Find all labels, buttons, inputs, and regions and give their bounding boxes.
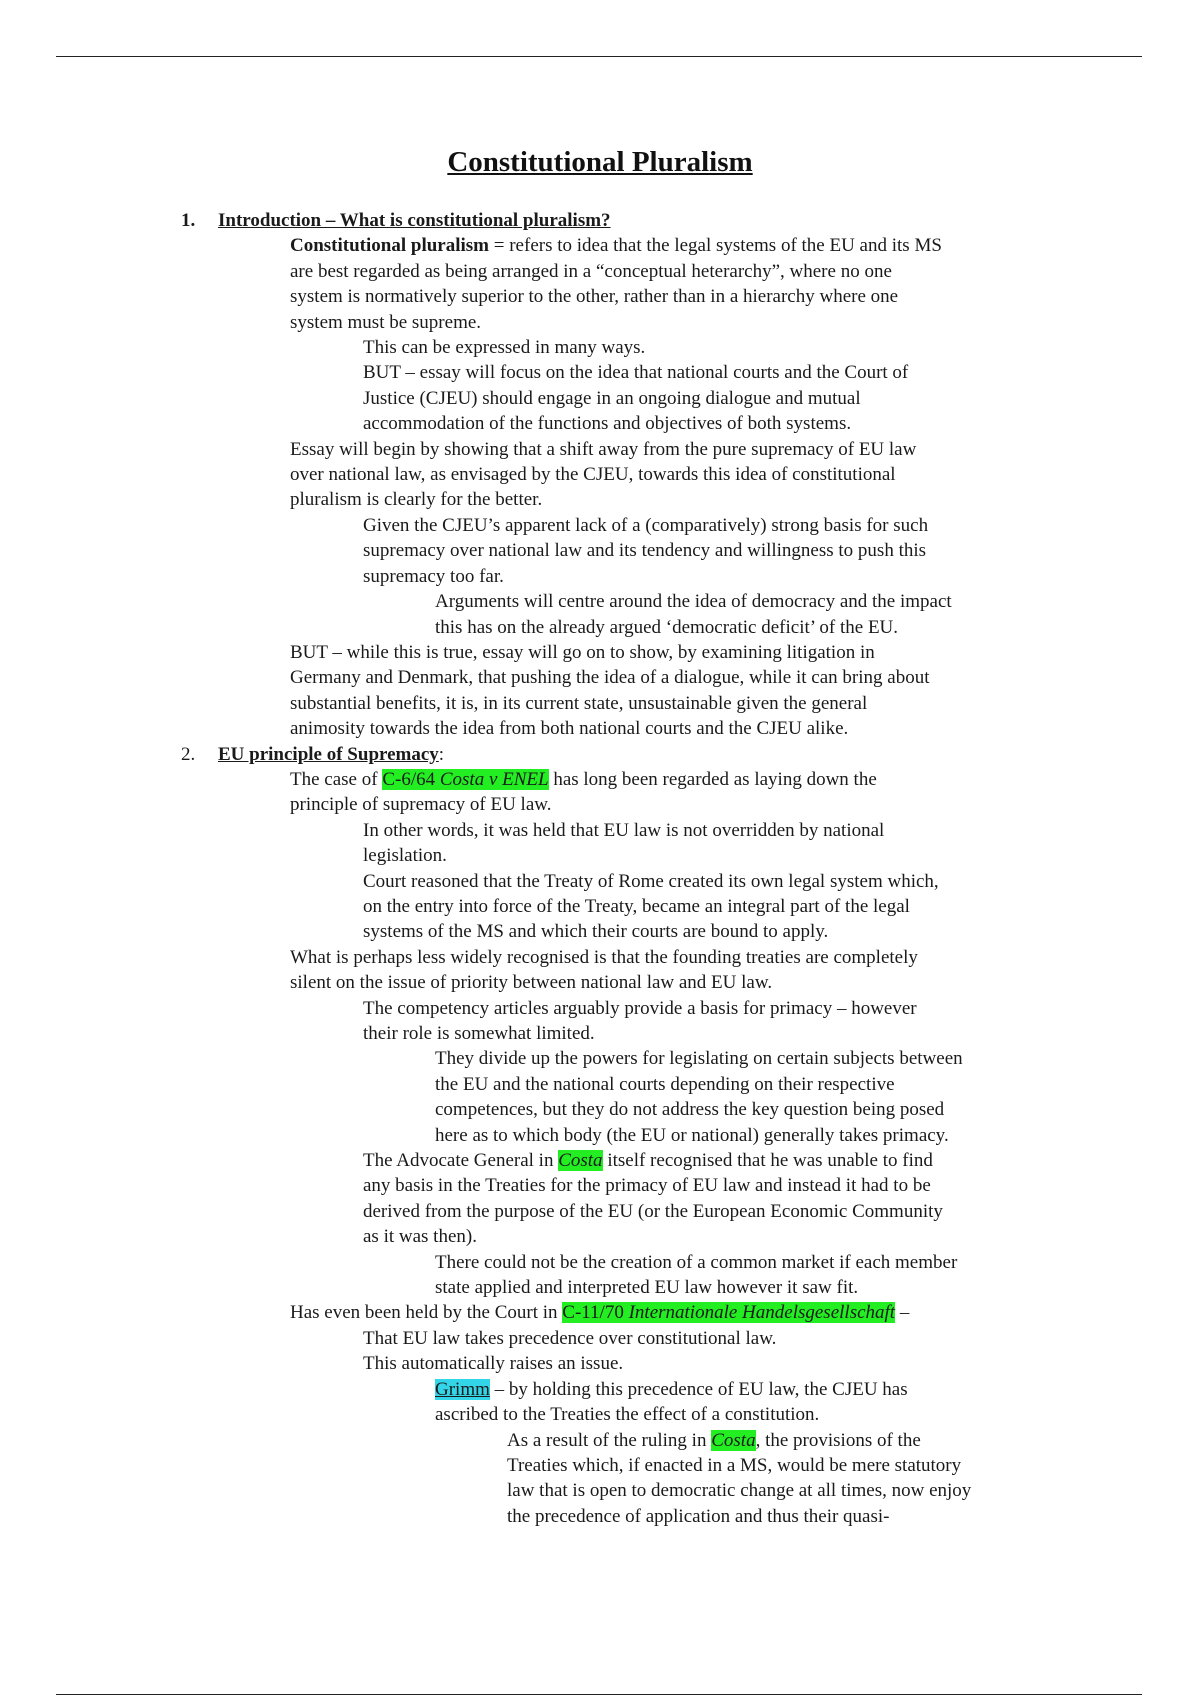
paragraph-line: competences, but they do not address the key question being posed	[435, 1099, 945, 1121]
defined-term: Constitutional pluralism	[290, 235, 490, 257]
document-body	[0, 208, 1200, 1529]
paragraph-line: over national law, as envisaged by the CJEU, towards this idea of constitutional	[290, 464, 896, 486]
case-citation-highlight	[382, 769, 548, 790]
paragraph-line: Justice (CJEU) should engage in an ongoing dialogue and mutual	[363, 387, 861, 409]
paragraph-line: Treaties which, if enacted in a MS, would be mere statutory	[507, 1454, 962, 1476]
text-run: The case of	[290, 768, 383, 790]
case-citation-highlight	[562, 1302, 895, 1323]
paragraph-line: That EU law takes precedence over constitutional law.	[363, 1327, 777, 1349]
paragraph-line	[0, 233, 1200, 258]
paragraph-line: pluralism is clearly for the better.	[290, 489, 543, 511]
paragraph-line: This can be expressed in many ways.	[363, 337, 646, 359]
paragraph-line: on the entry into force of the Treaty, became an integral part of the legal	[363, 895, 910, 917]
text-run: itself recognised that he was unable to find	[602, 1150, 933, 1172]
text-run: – by holding this precedence of EU law, the CJEU has	[489, 1378, 908, 1400]
text-run: , the provisions of the	[755, 1429, 921, 1451]
paragraph-line: derived from the purpose of the EU (or the European Economic Community	[363, 1200, 943, 1222]
paragraph-line: animosity towards the idea from both national courts and the CJEU alike.	[290, 718, 849, 740]
text-run: –	[895, 1302, 910, 1324]
paragraph-line: Germany and Denmark, that pushing the idea of a dialogue, while it can bring about	[290, 667, 930, 689]
section-number: 1.	[181, 210, 196, 231]
paragraph-line: legislation.	[363, 845, 447, 867]
case-name: Internationale Handelsgesellschaft	[628, 1302, 896, 1324]
paragraph-line: principle of supremacy of EU law.	[290, 794, 552, 816]
paragraph-line: are best regarded as being arranged in a “conceptual heterarchy”, where no one	[290, 260, 892, 282]
paragraph-line: this has on the already argued ‘democratic deficit’ of the EU.	[435, 616, 899, 638]
paragraph-line: Essay will begin by showing that a shift away from the pure supremacy of EU law	[290, 438, 917, 460]
section-heading-1	[0, 208, 1200, 233]
text-run: As a result of the ruling in	[507, 1429, 712, 1451]
paragraph-line	[0, 767, 1200, 792]
paragraph-line: BUT – essay will focus on the idea that national courts and the Court of	[363, 362, 909, 384]
section-title: EU principle of Supremacy	[218, 743, 439, 765]
section-title-suffix: :	[438, 743, 445, 765]
paragraph-line: systems of the MS and which their courts are bound to apply.	[363, 921, 829, 943]
text-run: = refers to idea that the legal systems of the EU and its MS	[489, 235, 942, 257]
text-run: Has even been held by the Court in	[290, 1302, 563, 1324]
footer-rule	[56, 1694, 1142, 1695]
paragraph-line: supremacy over national law and its tendency and willingness to push this	[363, 540, 927, 562]
paragraph-line: Court reasoned that the Treaty of Rome created its own legal system which,	[363, 870, 939, 892]
paragraph-line: In other words, it was held that EU law is not overridden by national	[363, 819, 885, 841]
paragraph-line: ascribed to the Treaties the effect of a constitution.	[435, 1404, 820, 1426]
section-number: 2.	[181, 743, 196, 765]
paragraph-line: here as to which body (the EU or national) generally takes primacy.	[435, 1124, 949, 1146]
document-title: Constitutional Pluralism	[447, 146, 753, 178]
paragraph-line: BUT – while this is true, essay will go on to show, by examining litigation in	[290, 641, 875, 663]
paragraph-line: The competency articles arguably provide a basis for primacy – however	[363, 997, 917, 1019]
paragraph-line: state applied and interpreted EU law however it saw fit.	[435, 1277, 859, 1299]
case-number: C-6/64	[382, 768, 436, 790]
case-citation-highlight: Costa	[711, 1429, 756, 1451]
paragraph-line: They divide up the powers for legislating on certain subjects between	[435, 1048, 963, 1070]
paragraph-line: silent on the issue of priority between national law and EU law.	[290, 972, 773, 994]
paragraph-line: accommodation of the functions and objectives of both systems.	[363, 413, 852, 435]
case-name: Costa v ENEL	[439, 768, 549, 790]
paragraph-line: system is normatively superior to the other, rather than in a hierarchy where one	[290, 286, 899, 308]
section-heading-2	[0, 742, 1200, 767]
text-run: has long been regarded as laying down the	[548, 768, 877, 790]
paragraph-line: the precedence of application and thus their quasi-	[507, 1505, 890, 1527]
paragraph-line: What is perhaps less widely recognised is that the founding treaties are completely	[290, 946, 918, 968]
paragraph-line: There could not be the creation of a common market if each member	[435, 1251, 958, 1273]
paragraph-line: law that is open to democratic change at all times, now enjoy	[507, 1480, 972, 1502]
author-highlight: Grimm	[435, 1378, 490, 1400]
paragraph-line	[0, 1377, 1200, 1402]
case-citation-highlight: Costa	[558, 1150, 603, 1172]
header-rule	[56, 56, 1142, 57]
paragraph-line: the EU and the national courts depending on their respective	[435, 1073, 895, 1095]
paragraph-line: supremacy too far.	[363, 565, 504, 587]
section-title: Introduction – What is constitutional pluralism?	[218, 210, 611, 231]
paragraph-line	[0, 1428, 1200, 1453]
paragraph-line: Given the CJEU’s apparent lack of a (comparatively) strong basis for such	[363, 514, 929, 536]
paragraph-line	[0, 1148, 1200, 1173]
paragraph-line: Arguments will centre around the idea of democracy and the impact	[435, 591, 952, 613]
paragraph-line: their role is somewhat limited.	[363, 1023, 595, 1044]
paragraph-line: This automatically raises an issue.	[363, 1353, 624, 1375]
text-run: The Advocate General in	[363, 1150, 559, 1172]
paragraph-line: as it was then).	[363, 1226, 477, 1248]
case-number: C-11/70	[562, 1302, 624, 1324]
paragraph-line: any basis in the Treaties for the primacy of EU law and instead it had to be	[363, 1175, 931, 1197]
paragraph-line: system must be supreme.	[290, 311, 482, 333]
paragraph-line: substantial benefits, it is, in its current state, unsustainable given the general	[290, 692, 868, 714]
paragraph-line	[0, 1300, 1200, 1325]
